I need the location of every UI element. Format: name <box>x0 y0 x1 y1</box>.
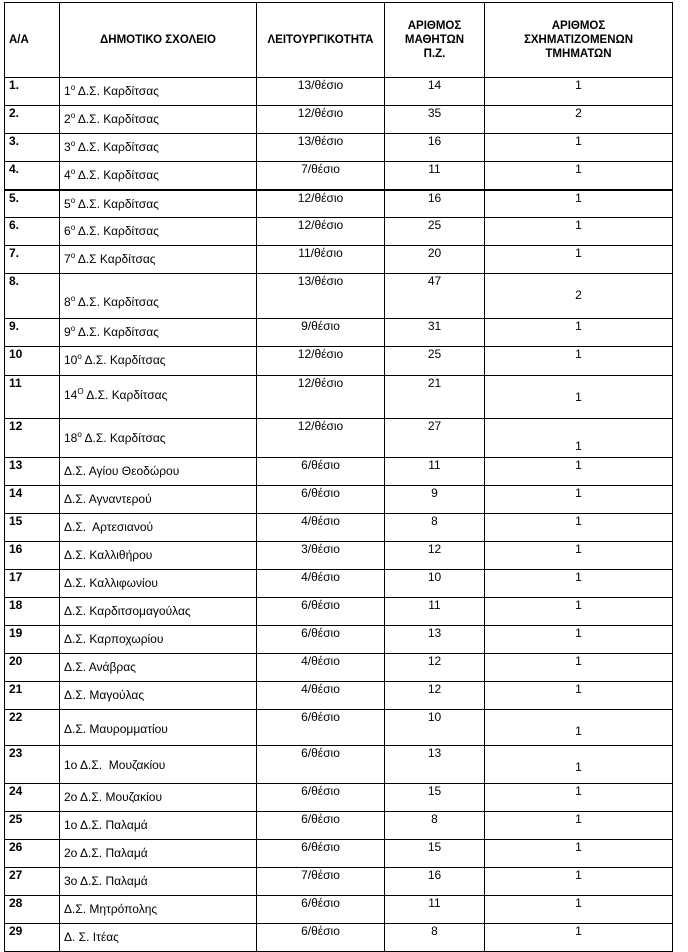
operation-cell: 4/θέσιο <box>257 514 385 542</box>
row-number: 9. <box>5 319 60 347</box>
row-number: 2. <box>5 106 60 134</box>
table-row <box>5 514 673 542</box>
school-name-text: Δ.Σ. Καρδίτσας <box>83 388 168 402</box>
school-name-text: Δ.Σ. Καρδίτσας <box>81 431 166 445</box>
school-name-cell <box>60 710 257 746</box>
row-number: 11 <box>5 376 60 419</box>
school-name <box>64 274 252 309</box>
school-name-cell <box>60 682 257 710</box>
school-name-cell <box>60 347 257 376</box>
operation-cell: 6/θέσιο <box>257 784 385 812</box>
table-header <box>5 3 673 78</box>
school-ordinal: 9 <box>64 325 71 339</box>
row-number: 13 <box>5 458 60 486</box>
operation-cell: 13/θέσιο <box>257 274 385 319</box>
row-number: 8. <box>5 274 60 319</box>
school-name-text: Δ.Σ. Καρδίτσας <box>75 140 159 154</box>
row-number: 4. <box>5 162 60 190</box>
sections-cell: 1 <box>485 542 673 570</box>
school-ordinal: 6 <box>64 224 71 238</box>
operation-cell: 9/θέσιο <box>257 319 385 347</box>
school-name-cell <box>60 106 257 134</box>
school-name-text: 2ο Δ.Σ. Παλαμά <box>64 846 148 860</box>
row-number: 7. <box>5 246 60 274</box>
operation-cell: 4/θέσιο <box>257 654 385 682</box>
school-name <box>64 542 252 562</box>
school-name-cell <box>60 924 257 952</box>
table-row <box>5 134 673 162</box>
table-row <box>5 458 673 486</box>
students-cell: 25 <box>385 347 485 376</box>
sections-cell: 1 <box>485 626 673 654</box>
school-name <box>64 78 252 98</box>
students-cell: 16 <box>385 190 485 218</box>
ordinal-suffix: ο <box>70 167 76 176</box>
table-row <box>5 654 673 682</box>
operation-cell: 12/θέσιο <box>257 419 385 458</box>
operation-cell: 11/θέσιο <box>257 246 385 274</box>
sections-cell: 1 <box>485 682 673 710</box>
operation-cell: 6/θέσιο <box>257 486 385 514</box>
table-row <box>5 840 673 868</box>
school-ordinal: 7 <box>64 252 71 266</box>
row-number: 18 <box>5 598 60 626</box>
ordinal-suffix: ο <box>70 83 76 92</box>
school-name-text: Δ.Σ. Καρδιτσομαγούλας <box>64 604 191 618</box>
school-ordinal: 14 <box>64 388 78 402</box>
school-name-text: 2ο Δ.Σ. Μουζακίου <box>64 790 163 804</box>
row-number: 28 <box>5 896 60 924</box>
table-row <box>5 376 673 419</box>
row-number: 14 <box>5 486 60 514</box>
sections-cell: 1 <box>485 840 673 868</box>
students-cell: 21 <box>385 376 485 419</box>
table-row <box>5 784 673 812</box>
school-ordinal: 8 <box>64 295 71 309</box>
school-name <box>64 710 252 736</box>
row-number: 25 <box>5 812 60 840</box>
school-name <box>64 840 252 860</box>
school-name <box>64 319 252 339</box>
school-name-text: Δ.Σ. Ανάβρας <box>64 660 136 674</box>
operation-cell: 6/θέσιο <box>257 598 385 626</box>
header-school: ΔΗΜΟΤΙΚΟ ΣΧΟΛΕΙΟ <box>60 3 257 78</box>
row-number: 26 <box>5 840 60 868</box>
students-cell: 15 <box>385 784 485 812</box>
school-name-text: Δ.Σ. Καρδίτσας <box>75 84 159 98</box>
school-ordinal: 1 <box>64 84 71 98</box>
table-row <box>5 78 673 106</box>
operation-cell: 6/θέσιο <box>257 924 385 952</box>
table-row <box>5 896 673 924</box>
school-name-text: Δ.Σ. Αγναντερού <box>64 492 152 506</box>
school-name-text: 1ο Δ.Σ. Μουζακίου <box>64 758 166 772</box>
students-cell: 12 <box>385 542 485 570</box>
school-name-text: Δ.Σ Καρδίτσας <box>75 252 156 266</box>
school-name <box>64 514 252 534</box>
row-number: 12 <box>5 419 60 458</box>
schools-table <box>4 2 673 952</box>
ordinal-suffix: ο <box>70 324 76 333</box>
school-name <box>64 924 252 944</box>
students-cell: 16 <box>385 868 485 896</box>
students-cell: 14 <box>385 78 485 106</box>
school-name-cell <box>60 626 257 654</box>
table-row <box>5 106 673 134</box>
students-cell: 13 <box>385 626 485 654</box>
sections-cell: 1 <box>485 347 673 376</box>
school-name <box>64 419 252 445</box>
table-row <box>5 924 673 952</box>
row-number: 29 <box>5 924 60 952</box>
school-name-cell <box>60 746 257 784</box>
table-row <box>5 542 673 570</box>
table-row <box>5 598 673 626</box>
school-name-cell <box>60 812 257 840</box>
students-cell: 12 <box>385 682 485 710</box>
table-row <box>5 319 673 347</box>
header-sections-line3: ΤΜΗΜΑΤΩΝ <box>545 48 612 60</box>
school-name-text: Δ.Σ. Καρδίτσας <box>75 196 159 211</box>
table-body <box>5 78 673 952</box>
students-cell: 8 <box>385 514 485 542</box>
sections-cell: 1 <box>485 746 673 784</box>
school-name <box>64 486 252 506</box>
row-number: 6. <box>5 218 60 246</box>
school-name-text: Δ.Σ. Αρτεσιανού <box>64 520 154 534</box>
table-row <box>5 218 673 246</box>
row-number: 1. <box>5 78 60 106</box>
school-name-cell <box>60 570 257 598</box>
table-row <box>5 162 673 190</box>
school-name-text: Δ.Σ. Καρδίτσας <box>75 224 159 238</box>
operation-cell: 6/θέσιο <box>257 812 385 840</box>
operation-cell: 12/θέσιο <box>257 347 385 376</box>
operation-cell: 7/θέσιο <box>257 162 385 190</box>
students-cell: 12 <box>385 654 485 682</box>
school-name-cell <box>60 598 257 626</box>
ordinal-suffix: ο <box>77 430 82 439</box>
school-name-cell <box>60 190 257 218</box>
header-students-line1: ΑΡΙΘΜΟΣ <box>407 20 462 32</box>
sections-cell: 1 <box>485 319 673 347</box>
school-name-cell <box>60 868 257 896</box>
ordinal-suffix: ο <box>70 139 76 148</box>
school-name-cell <box>60 514 257 542</box>
school-name-cell <box>60 542 257 570</box>
school-name <box>64 682 252 702</box>
ordinal-suffix: ο <box>70 195 76 205</box>
school-name-text: Δ.Σ. Καλλιθήρου <box>64 548 153 562</box>
operation-cell: 3/θέσιο <box>257 542 385 570</box>
school-name-cell <box>60 458 257 486</box>
school-name-cell <box>60 78 257 106</box>
school-name <box>64 191 252 211</box>
sections-cell: 1 <box>485 376 673 419</box>
row-number: 3. <box>5 134 60 162</box>
school-name-cell <box>60 218 257 246</box>
school-name-cell <box>60 162 257 190</box>
school-ordinal: 4 <box>64 168 71 182</box>
school-name <box>64 896 252 916</box>
school-name-text: 3ο Δ.Σ. Παλαμά <box>64 874 148 888</box>
school-ordinal: 18 <box>64 431 78 445</box>
table-row <box>5 626 673 654</box>
header-students <box>385 3 485 78</box>
sections-cell: 1 <box>485 162 673 190</box>
school-name-text: Δ.Σ. Μαγούλας <box>64 688 145 702</box>
school-name-cell <box>60 840 257 868</box>
school-name-text: 1ο Δ.Σ. Παλαμά <box>64 818 148 832</box>
school-name <box>64 654 252 674</box>
school-name-cell <box>60 486 257 514</box>
school-ordinal: 10 <box>64 353 78 367</box>
students-cell: 13 <box>385 746 485 784</box>
sections-cell: 1 <box>485 654 673 682</box>
school-name-cell <box>60 274 257 319</box>
operation-cell: 6/θέσιο <box>257 746 385 784</box>
students-cell: 11 <box>385 598 485 626</box>
operation-cell: 4/θέσιο <box>257 682 385 710</box>
students-cell: 31 <box>385 319 485 347</box>
school-name <box>64 134 252 154</box>
row-number: 23 <box>5 746 60 784</box>
row-number: 21 <box>5 682 60 710</box>
students-cell: 11 <box>385 162 485 190</box>
sections-cell: 1 <box>485 514 673 542</box>
operation-cell: 13/θέσιο <box>257 78 385 106</box>
students-cell: 9 <box>385 486 485 514</box>
school-name <box>64 868 252 888</box>
school-name <box>64 246 252 266</box>
table-row <box>5 347 673 376</box>
students-cell: 16 <box>385 134 485 162</box>
table-row <box>5 868 673 896</box>
row-number: 16 <box>5 542 60 570</box>
table-row <box>5 812 673 840</box>
students-cell: 27 <box>385 419 485 458</box>
school-name <box>64 746 252 772</box>
sections-cell: 2 <box>485 274 673 319</box>
row-number: 5. <box>5 190 60 218</box>
school-name-text: Δ.Σ. Καρδίτσας <box>75 295 159 309</box>
students-cell: 11 <box>385 458 485 486</box>
sections-cell: 1 <box>485 570 673 598</box>
operation-cell: 6/θέσιο <box>257 840 385 868</box>
school-name <box>64 458 252 478</box>
header-operation: ΛΕΙΤΟΥΡΓΙΚΟΤΗΤΑ <box>257 3 385 78</box>
ordinal-suffix: ο <box>70 111 76 120</box>
table-row <box>5 570 673 598</box>
school-name-text: Δ.Σ. Μαυρομματίου <box>64 722 168 736</box>
students-cell: 47 <box>385 274 485 319</box>
table-row <box>5 419 673 458</box>
sections-cell: 1 <box>485 868 673 896</box>
header-students-line2: ΜΑΘΗΤΩΝ <box>404 34 465 46</box>
operation-cell: 6/θέσιο <box>257 458 385 486</box>
ordinal-suffix: Ο <box>77 387 84 396</box>
operation-cell: 12/θέσιο <box>257 106 385 134</box>
row-number: 10 <box>5 347 60 376</box>
sections-cell: 1 <box>485 78 673 106</box>
students-cell: 11 <box>385 896 485 924</box>
table-row <box>5 710 673 746</box>
sections-cell: 1 <box>485 419 673 458</box>
ordinal-suffix: ο <box>70 251 76 260</box>
school-ordinal: 5 <box>64 196 71 211</box>
sections-cell: 1 <box>485 134 673 162</box>
ordinal-suffix: ο <box>70 223 76 232</box>
operation-cell: 12/θέσιο <box>257 190 385 218</box>
students-cell: 20 <box>385 246 485 274</box>
school-name-cell <box>60 134 257 162</box>
operation-cell: 13/θέσιο <box>257 134 385 162</box>
school-name <box>64 626 252 646</box>
operation-cell: 7/θέσιο <box>257 868 385 896</box>
ordinal-suffix: ο <box>70 294 76 303</box>
school-name <box>64 106 252 126</box>
school-name-cell <box>60 376 257 419</box>
school-name-text: Δ.Σ. Μητρόπολης <box>64 902 158 916</box>
school-ordinal: 3 <box>64 140 71 154</box>
operation-cell: 12/θέσιο <box>257 376 385 419</box>
operation-cell: 6/θέσιο <box>257 896 385 924</box>
header-sections-line2: ΣΧΗΜΑΤΙΖΟΜΕΝΩΝ <box>523 34 634 46</box>
students-cell: 35 <box>385 106 485 134</box>
students-cell: 10 <box>385 570 485 598</box>
students-cell: 10 <box>385 710 485 746</box>
row-number: 22 <box>5 710 60 746</box>
sections-cell: 1 <box>485 784 673 812</box>
row-number: 24 <box>5 784 60 812</box>
sections-cell: 1 <box>485 190 673 218</box>
table-row <box>5 746 673 784</box>
row-number: 17 <box>5 570 60 598</box>
school-name-text: Δ.Σ. Καλλιφωνίου <box>64 576 158 590</box>
students-cell: 8 <box>385 924 485 952</box>
header-sections <box>485 3 673 78</box>
school-name-cell <box>60 896 257 924</box>
students-cell: 25 <box>385 218 485 246</box>
school-name-cell <box>60 319 257 347</box>
school-name <box>64 812 252 832</box>
school-name-cell <box>60 784 257 812</box>
school-name-text: Δ.Σ. Καρδίτσας <box>75 168 159 182</box>
table-row <box>5 274 673 319</box>
sections-cell: 1 <box>485 458 673 486</box>
table-row <box>5 486 673 514</box>
sections-cell: 2 <box>485 106 673 134</box>
students-cell: 15 <box>385 840 485 868</box>
row-number: 19 <box>5 626 60 654</box>
school-name <box>64 598 252 618</box>
sections-cell: 1 <box>485 896 673 924</box>
school-name-text: Δ.Σ. Καρδίτσας <box>75 112 159 126</box>
table-row <box>5 190 673 218</box>
sections-cell: 1 <box>485 598 673 626</box>
sections-cell: 1 <box>485 246 673 274</box>
operation-cell: 6/θέσιο <box>257 710 385 746</box>
school-name <box>64 376 252 402</box>
sections-cell: 1 <box>485 812 673 840</box>
row-number: 15 <box>5 514 60 542</box>
sections-cell: 1 <box>485 218 673 246</box>
school-ordinal: 2 <box>64 112 71 126</box>
school-name-text: Δ.Σ. Καρδίτσας <box>81 353 166 367</box>
sections-cell: 1 <box>485 710 673 746</box>
school-name-cell <box>60 654 257 682</box>
table-row <box>5 246 673 274</box>
header-students-line3: Π.Ζ. <box>423 48 446 60</box>
school-name <box>64 218 252 238</box>
table-row <box>5 682 673 710</box>
sections-cell: 1 <box>485 924 673 952</box>
operation-cell: 6/θέσιο <box>257 626 385 654</box>
row-number: 27 <box>5 868 60 896</box>
ordinal-suffix: ο <box>77 352 82 361</box>
sections-cell: 1 <box>485 486 673 514</box>
school-name-cell <box>60 246 257 274</box>
school-name-text: Δ.Σ. Αγίου Θεοδώρου <box>64 464 180 478</box>
school-name <box>64 570 252 590</box>
school-name-text: Δ.Σ. Καρποχωρίου <box>64 632 164 646</box>
school-name <box>64 162 252 182</box>
header-aa: Α/Α <box>5 3 60 78</box>
operation-cell: 12/θέσιο <box>257 218 385 246</box>
header-sections-line1: ΑΡΙΘΜΟΣ <box>551 20 606 32</box>
school-name-text: Δ. Σ. Ιτέας <box>64 930 119 944</box>
operation-cell: 4/θέσιο <box>257 570 385 598</box>
students-cell: 8 <box>385 812 485 840</box>
school-name <box>64 784 252 804</box>
school-name <box>64 347 252 367</box>
row-number: 20 <box>5 654 60 682</box>
school-name-cell <box>60 419 257 458</box>
school-name-text: Δ.Σ. Καρδίτσας <box>75 325 159 339</box>
